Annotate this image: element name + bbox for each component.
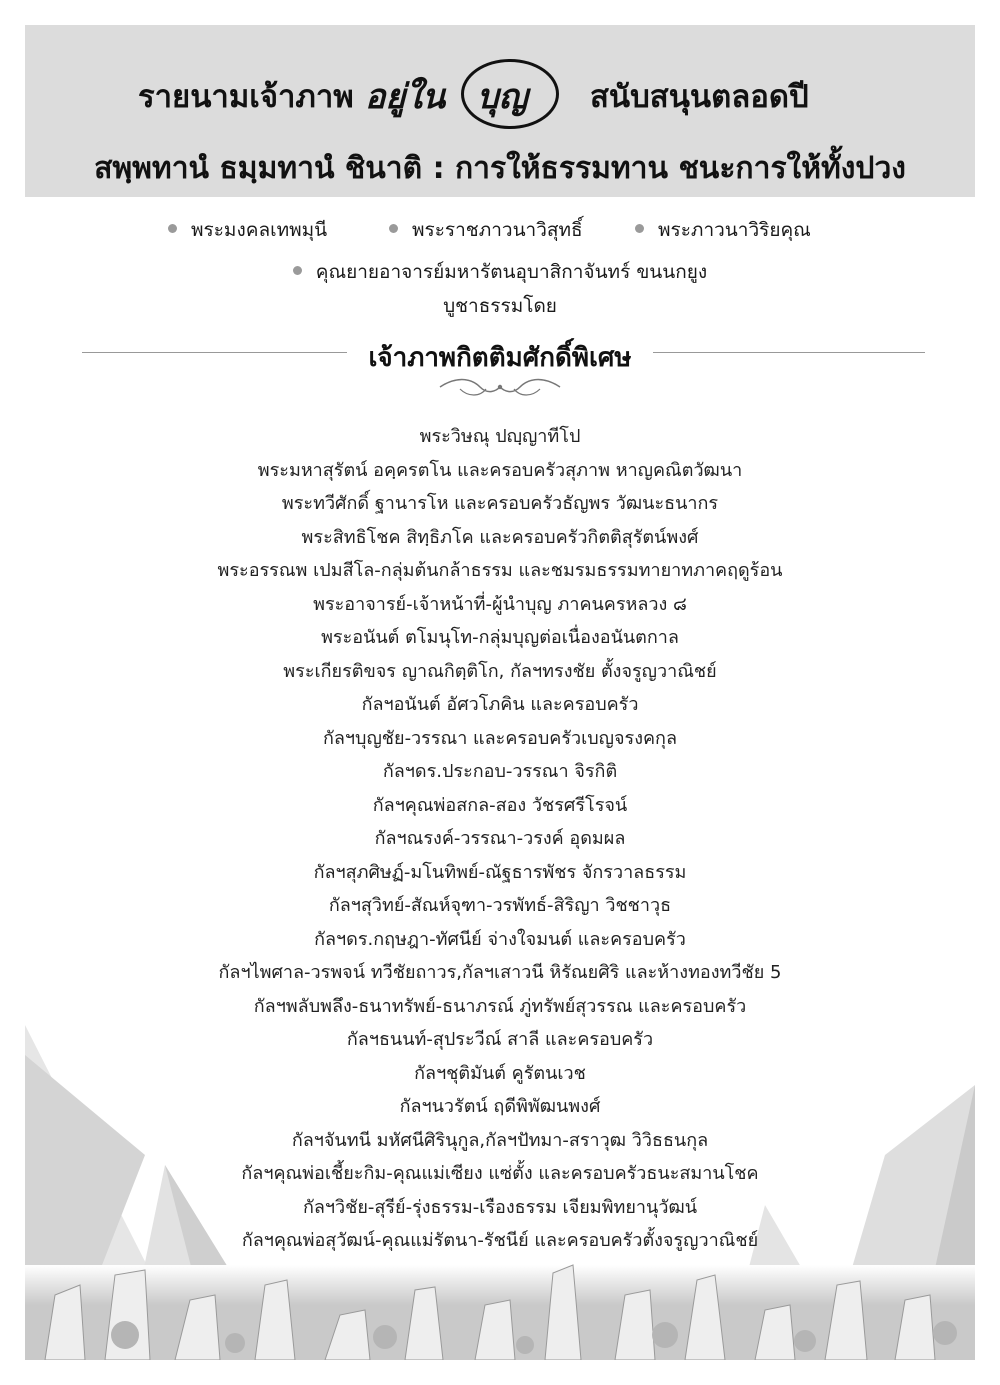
- sponsor-item: พระทวีศักดิ์ ฐานารโห และครอบครัวธัญพร วัฒนะธนากร: [281, 493, 719, 514]
- sponsor-item: กัลฯสุวิทย์-สัณห์จุฑา-วรพัทธ์-สิริญา วิชชาวุธ: [328, 895, 672, 916]
- section-title: เจ้าภาพกิตติมศักดิ์พิเศษ: [368, 343, 632, 373]
- sponsor-item: กัลฯธนนท์-สุประวีณ์ สาลี และครอบครัว: [346, 1029, 654, 1050]
- monk-item-second-line: [25, 257, 975, 287]
- monk-item: [168, 215, 327, 245]
- sponsor-item: พระมหาสุรัตน์ อคฺครตโน และครอบครัวสุภาพ หาญคณิตวัฒนา: [257, 459, 743, 481]
- pali-subtitle: สพฺพทานํ ธมฺมทานํ ชินาติ : การให้ธรรมทาน ชนะการให้ทั้งปวง: [94, 151, 906, 186]
- sponsor-item: กัลฯนวรัตน์ ฤดีพิพัฒนพงศ์: [399, 1096, 601, 1117]
- monk-name: พระภาวนาวิริยคุณ: [658, 219, 811, 241]
- bullet-icon: [635, 224, 644, 233]
- monk-name: พระราชภาวนาวิสุทธิ์: [412, 219, 583, 241]
- sponsor-item: พระวิษณุ ปญฺญาทีโป: [419, 426, 581, 447]
- sponsor-item: กัลฯคุณพ่อเชี้ยะกิม-คุณแม่เซียง แซ่ตั้ง และครอบครัวธนะสมานโชค: [241, 1163, 759, 1184]
- sponsor-item: พระเกียรติขจร ญาณกิตฺติโก, กัลฯทรงชัย ตั้งจรูญวาณิชย์: [283, 660, 717, 682]
- sponsor-item: กัลฯคุณพ่อสุวัฒน์-คุณแม่รัตนา-รัชนีย์ และครอบครัวตั้งจรูญวาณิชย์: [241, 1230, 759, 1251]
- title-right: สนับสนุนตลอดปี: [590, 79, 809, 115]
- sponsor-item: กัลฯดร.ประกอบ-วรรณา จิรกิติ: [382, 761, 618, 782]
- sponsor-item: กัลฯชุติมันต์ คูรัตนเวช: [414, 1062, 586, 1084]
- ayu-nai-bun-logo: [365, 61, 575, 131]
- sponsor-item: กัลฯณรงค์-วรรณา-วรงค์ อุดมผล: [374, 828, 626, 849]
- title-left: รายนามเจ้าภาพ: [138, 79, 354, 115]
- bullet-icon: [293, 266, 302, 275]
- flourish-ornament-icon: [430, 375, 570, 399]
- sponsor-item: พระอนันต์ ตโมนุโท-กลุ่มบุญต่อเนื่องอนันตกาล: [321, 627, 679, 648]
- header-band: [25, 25, 975, 197]
- page: [25, 25, 975, 1360]
- logo-word-2: บุญ: [477, 77, 528, 117]
- monk-name: คุณยายอาจารย์มหารัตนอุบาสิกาจันทร์ ขนนกยูง: [315, 261, 708, 283]
- sponsor-item: กัลฯอนันต์ อัศวโภคิน และครอบครัว: [361, 694, 639, 715]
- monk-item: [635, 215, 811, 245]
- monk-item: [389, 215, 583, 245]
- dedication-label: บูชาธรรมโดย: [443, 295, 557, 317]
- sponsor-item: พระสิทธิโชค สิทฺธิภโค และครอบครัวกิตติสุรัตน์พงศ์: [301, 526, 699, 548]
- sponsor-item: กัลฯจันทนี มหัศนีศิรินุกูล,กัลฯปัทมา-สราวุฒ วิวิธธนกุล: [291, 1129, 709, 1151]
- monk-list: [25, 215, 975, 245]
- sponsor-item: กัลฯสุภศิษฏ์-มโนทิพย์-ณัฐธารพัชร จักรวาลธรรม: [313, 861, 687, 883]
- bullet-icon: [389, 224, 398, 233]
- sponsor-item: กัลฯพลับพลึง-ธนาทรัพย์-ธนาภรณ์ ภู่ทรัพย์สุวรรณ และครอบครัว: [253, 995, 747, 1017]
- logo-word-1: อยู่ใน: [365, 77, 446, 117]
- sponsor-item: พระอรรณพ เปมสีโล-กลุ่มต้นกล้าธรรม และชมรมธรรมทายาทภาคฤดูร้อน: [217, 560, 783, 581]
- sponsor-item: พระอาจารย์-เจ้าหน้าที่-ผู้นำบุญ ภาคนครหลวง ๘: [313, 593, 687, 615]
- sponsor-list: [25, 420, 975, 1258]
- sponsor-item: กัลฯไพศาล-วรพจน์ ทวีชัยถาวร,กัลฯเสาวนี หิรัณยศิริ และห้างทองทวีชัย 5: [218, 962, 782, 983]
- bullet-icon: [168, 224, 177, 233]
- sponsor-item: กัลฯคุณพ่อสกล-สอง วัชรศรีโรจน์: [372, 794, 628, 816]
- sponsor-item: กัลฯดร.กฤษฎา-ทัศนีย์ จ่างใจมนต์ และครอบครัว: [314, 928, 686, 950]
- monk-name: พระมงคลเทพมุนี: [191, 219, 328, 241]
- sponsor-item: กัลฯบุญชัย-วรรณา และครอบครัวเบญจรงคกุล: [323, 727, 677, 749]
- sponsor-item: กัลฯวิชัย-สุรีย์-รุ่งธรรม-เรืองธรรม เจียมพิทยานุวัฒน์: [302, 1196, 698, 1218]
- title-row: [25, 61, 975, 121]
